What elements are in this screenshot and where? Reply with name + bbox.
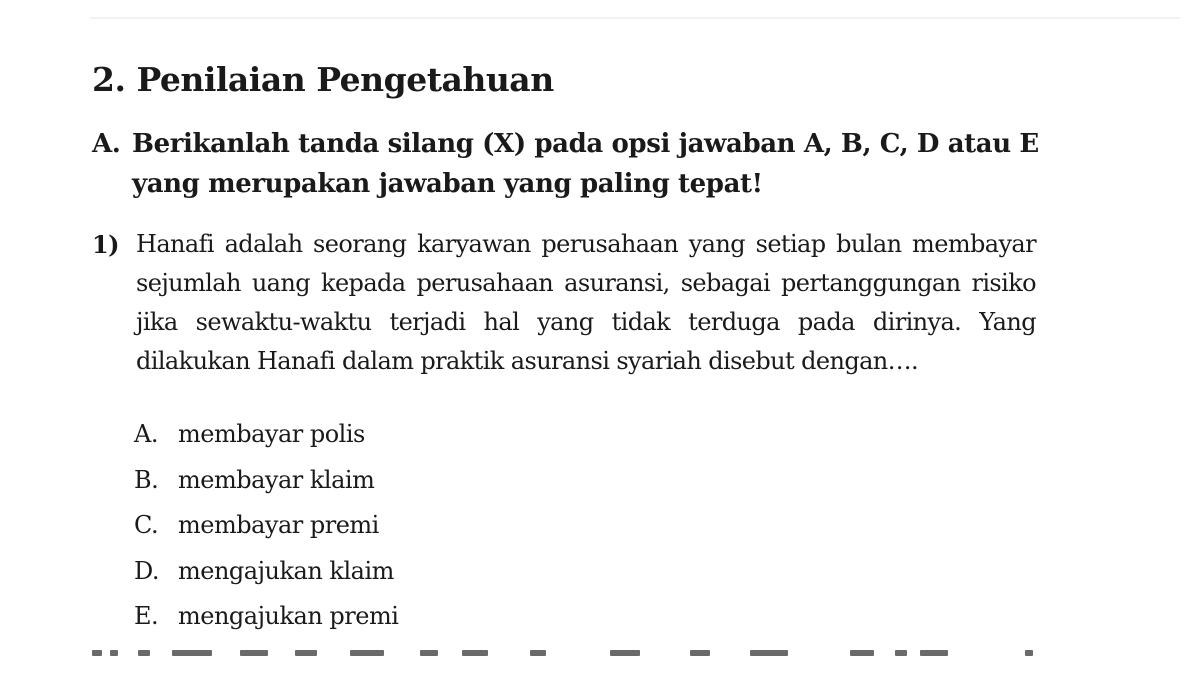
instruction-line-1: [92, 124, 1039, 164]
option-letter: E.: [134, 602, 159, 630]
question-line: Hanafi adalah seorang karyawan perusahaan yang setiap bulan membayar: [136, 230, 1036, 258]
option-text: membayar premi: [178, 511, 379, 539]
instruction-label: A.: [92, 129, 121, 159]
section-title: 2. Penilaian Pengetahuan: [92, 60, 554, 99]
option-text: membayar klaim: [178, 465, 375, 494]
option-text: membayar polis: [178, 420, 365, 448]
instruction-text-1: Berikanlah tanda silang (X) pada opsi jawaban A, B, C, D atau E: [132, 129, 1039, 159]
option-letter: D.: [134, 556, 160, 585]
option-text: mengajukan klaim: [178, 556, 394, 585]
option-e[interactable]: [134, 594, 398, 640]
question-line: jika sewaktu-waktu terjadi hal yang tidak terduga pada dirinya. Yang: [136, 308, 1036, 336]
question-line: sejumlah uang kepada perusahaan asuransi, sebagai pertanggungan risiko: [136, 269, 1036, 297]
option-text: mengajukan premi: [178, 602, 399, 630]
cut-off-next-question: [90, 640, 1090, 664]
answer-options: [134, 412, 398, 640]
option-letter: B.: [134, 465, 159, 494]
option-b[interactable]: [134, 458, 398, 504]
question-number: 1): [92, 230, 119, 259]
option-d[interactable]: [134, 549, 398, 595]
top-divider: [90, 17, 1180, 19]
instruction-line-2: yang merupakan jawaban yang paling tepat!: [132, 169, 763, 199]
question-text: [136, 225, 1036, 381]
option-c[interactable]: [134, 503, 398, 549]
option-a[interactable]: [134, 412, 398, 458]
question-1: [92, 225, 1036, 381]
question-line: dilakukan Hanafi dalam praktik asuransi syariah disebut dengan….: [136, 347, 919, 375]
instruction: [92, 124, 1039, 204]
option-letter: A.: [134, 420, 158, 448]
option-letter: C.: [134, 511, 159, 539]
